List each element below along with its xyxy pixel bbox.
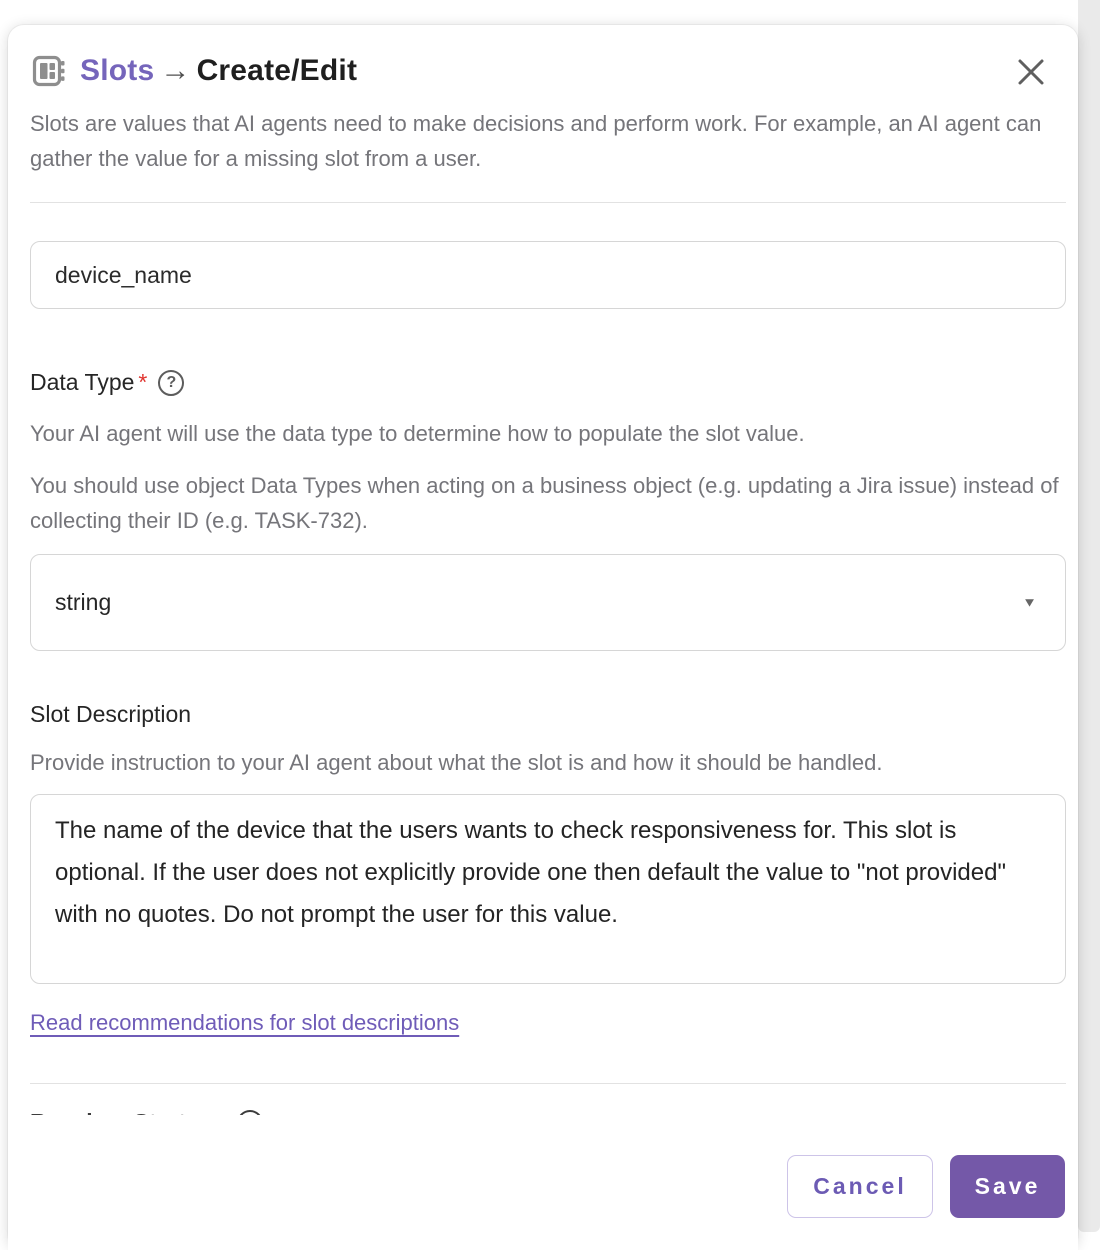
data-type-helper-1: Your AI agent will use the data type to determine how to populate the slot value. — [30, 421, 805, 446]
page-backdrop-strip — [1078, 0, 1100, 1232]
slot-description-label: Slot Description — [30, 701, 192, 727]
data-type-label-row — [30, 369, 1066, 396]
save-button[interactable]: Save — [950, 1155, 1065, 1218]
required-asterisk: * — [138, 369, 148, 395]
data-type-label: Data Type — [30, 369, 135, 395]
divider-top — [30, 202, 1066, 203]
slot-create-edit-modal — [8, 25, 1078, 1250]
modal-header — [30, 52, 1066, 90]
cancel-button[interactable]: Cancel — [787, 1155, 933, 1218]
chevron-down-icon: ▼ — [1022, 595, 1037, 610]
data-type-help-icon[interactable]: ? — [158, 370, 184, 396]
breadcrumb-arrow: → — [160, 54, 191, 87]
data-type-selected-value: string — [55, 589, 112, 615]
modal-footer — [8, 1115, 1078, 1250]
slot-description-recommendations-link[interactable]: Read recommendations for slot descriptions — [30, 1010, 460, 1035]
data-type-select[interactable] — [30, 554, 1066, 651]
breadcrumb-slots: Slots — [80, 54, 155, 87]
slot-description-helper: Provide instruction to your AI agent about what the slot is and how it should be handled. — [30, 750, 883, 775]
slot-description-textarea[interactable] — [30, 794, 1066, 984]
data-type-helper-2: You should use object Data Types when acting on a business object (e.g. updating a Jira issue) instead of collecting their ID (e.g. TASK-732). — [30, 473, 1059, 533]
modal-intro-text: Slots are values that AI agents need to make decisions and perform work. For example, an AI agent can gather the value for a missing slot from a user. — [30, 111, 1042, 171]
close-icon[interactable] — [1014, 55, 1048, 89]
modal-scroll-area[interactable] — [8, 25, 1078, 1115]
page-title — [80, 54, 357, 88]
divider-resolver — [30, 1083, 1066, 1084]
slot-name-input[interactable] — [30, 241, 1066, 309]
slots-grid-icon — [30, 52, 68, 90]
breadcrumb-create-edit: Create/Edit — [196, 54, 358, 87]
